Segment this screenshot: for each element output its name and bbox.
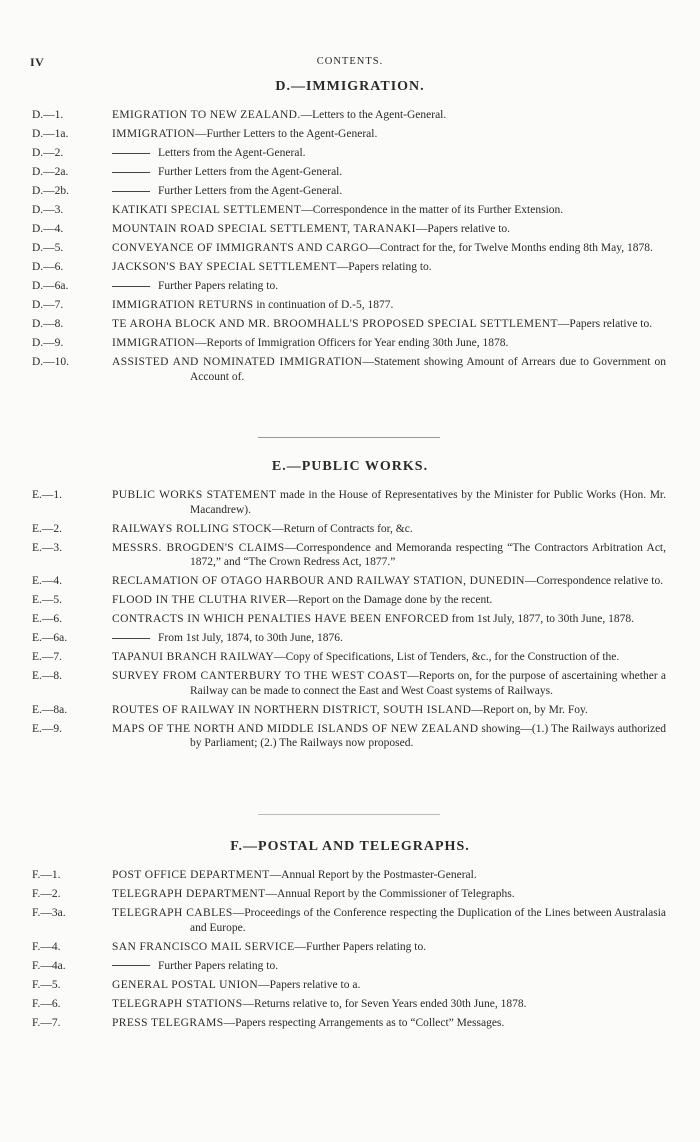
entry-code: D.—4. <box>32 223 64 235</box>
contents-entry <box>0 703 700 718</box>
contents-entry <box>0 650 700 665</box>
entry-description <box>112 279 666 294</box>
contents-entry <box>0 203 700 218</box>
entry-description <box>112 317 666 332</box>
entry-text: —Statement showing Amount of Arrears due to Government on Account of. <box>190 356 666 383</box>
contents-entry <box>0 260 700 275</box>
ditto-dash <box>112 965 150 966</box>
entry-heading: MOUNTAIN ROAD SPECIAL SETTLEMENT, TARANAKI <box>112 223 416 235</box>
entry-code: E.—8. <box>32 670 63 682</box>
contents-entry <box>0 241 700 256</box>
entry-description <box>112 146 666 161</box>
entry-text: —Annual Report by the Commissioner of Telegraphs. <box>265 888 515 900</box>
entry-description <box>112 940 666 955</box>
entry-heading: TELEGRAPH STATIONS <box>112 997 243 1010</box>
entry-code: D.—1. <box>32 109 64 121</box>
running-head: CONTENTS. <box>316 56 384 67</box>
entry-text: —Further Papers relating to. <box>294 940 427 953</box>
entry-text: —Reports of Immigration Officers for Year ending 30th June, 1878. <box>194 337 509 349</box>
entry-code: F.—1. <box>32 869 61 881</box>
entry-text: —Papers relating to. <box>336 261 432 273</box>
entry-text: —Papers respecting Arrangements as to “Collect” Messages. <box>223 1016 505 1029</box>
entry-heading: PUBLIC WORKS STATEMENT <box>112 489 277 501</box>
contents-entry <box>0 722 700 751</box>
entry-heading: PRESS TELEGRAMS <box>112 1016 224 1029</box>
contents-entry <box>0 669 700 698</box>
ditto-dash <box>112 191 150 192</box>
entry-description <box>112 241 666 256</box>
entry-description <box>112 669 666 698</box>
entry-text: —Correspondence in the matter of its Further Extension. <box>301 204 564 216</box>
entry-code: E.—3. <box>32 541 63 554</box>
contents-entry <box>0 488 700 517</box>
entry-code: E.—7. <box>32 651 63 663</box>
entry-heading: IMMIGRATION RETURNS <box>112 299 254 311</box>
entry-description <box>112 978 666 993</box>
entry-description <box>112 488 666 517</box>
entry-description <box>112 593 666 608</box>
entry-text: made in the House of Representatives by the Minister for Public Works (Hon. Mr. Macandrew). <box>190 489 666 516</box>
contents-entry <box>0 317 700 332</box>
ditto-dash <box>112 153 150 154</box>
entry-heading: CONTRACTS IN WHICH PENALTIES HAVE BEEN ENFORCED <box>112 613 449 625</box>
entry-code: D.—6a. <box>32 280 69 292</box>
entry-description <box>112 959 666 974</box>
entry-text: Further Letters from the Agent-General. <box>158 185 343 197</box>
entry-text: —Papers relative to a. <box>258 978 361 991</box>
entry-text: —Correspondence relative to. <box>524 575 664 587</box>
entry-code: D.—6. <box>32 261 64 273</box>
entry-description <box>112 887 666 902</box>
entry-text: —Proceedings of the Conference respecting the Duplication of the Lines between Australasia and Europe. <box>190 907 666 934</box>
entry-description <box>112 868 666 883</box>
ditto-dash <box>112 286 150 287</box>
contents-entry <box>0 127 700 142</box>
entry-code: D.—10. <box>32 356 70 368</box>
entry-description <box>112 336 666 351</box>
entry-code: D.—2b. <box>32 185 70 197</box>
entry-code: D.—7. <box>32 299 64 311</box>
entry-text: —Letters to the Agent-General. <box>300 109 447 121</box>
entry-code: D.—8. <box>32 318 64 330</box>
entry-list <box>0 868 700 1030</box>
entry-heading: IMMIGRATION <box>112 128 195 140</box>
entry-text: —Reports on, for the purpose of ascertaining whether a Railway can be made to connect the East and West Coast systems of Railways. <box>190 670 666 697</box>
entry-text: —Annual Report by the Postmaster-General. <box>269 869 477 881</box>
entry-text: From 1st July, 1874, to 30th June, 1876. <box>158 632 343 644</box>
entry-heading: CONVEYANCE OF IMMIGRANTS AND CARGO <box>112 242 369 254</box>
entry-description <box>112 997 666 1012</box>
entry-code: D.—2a. <box>32 166 69 178</box>
contents-entry <box>0 906 700 935</box>
entry-description <box>112 298 666 313</box>
entry-code: D.—5. <box>32 242 64 254</box>
entry-text: Further Letters from the Agent-General. <box>158 166 343 178</box>
entry-text: in continuation of D.-5, 1877. <box>253 299 394 311</box>
entry-description <box>112 108 666 123</box>
entry-text: from 1st July, 1877, to 30th June, 1878. <box>448 613 634 625</box>
entry-heading: SAN FRANCISCO MAIL SERVICE <box>112 940 295 953</box>
entry-description <box>112 906 666 935</box>
entry-description <box>112 631 666 646</box>
contents-entry <box>0 978 700 993</box>
entry-heading: GENERAL POSTAL UNION <box>112 978 259 991</box>
entry-description <box>112 1016 666 1031</box>
section-immigration <box>0 78 700 389</box>
section-title: E.—PUBLIC WORKS. <box>271 459 429 474</box>
contents-entry <box>0 522 700 537</box>
contents-entry <box>0 108 700 123</box>
entry-code: E.—1. <box>32 489 63 501</box>
contents-entry <box>0 298 700 313</box>
entry-heading: RECLAMATION OF OTAGO HARBOUR AND RAILWAY STATION, DUNEDIN <box>112 575 525 587</box>
entry-description <box>112 355 666 384</box>
entry-text: —Report on, by Mr. Foy. <box>471 703 588 716</box>
entry-heading: MESSRS. BROGDEN'S CLAIMS <box>112 541 285 554</box>
entry-code: D.—3. <box>32 204 64 216</box>
entry-text: showing—(1.) The Railways authorized by Parliament; (2.) The Railways now proposed. <box>190 722 667 749</box>
entry-description <box>112 612 666 627</box>
contents-entry <box>0 574 700 589</box>
page-number: IV <box>30 55 45 69</box>
entry-code: F.—4. <box>32 940 61 953</box>
entry-code: D.—2. <box>32 147 64 159</box>
contents-entry <box>0 887 700 902</box>
entry-text: —Papers relative to. <box>557 318 653 330</box>
entry-text: —Returns relative to, for Seven Years ended 30th June, 1878. <box>242 997 527 1010</box>
entry-code: E.—6. <box>32 613 63 625</box>
contents-entry <box>0 997 700 1012</box>
entry-list <box>0 488 700 751</box>
entry-description <box>112 703 666 718</box>
entry-text: —Further Letters to the Agent-General. <box>194 128 378 140</box>
entry-heading: FLOOD IN THE CLUTHA RIVER <box>112 594 287 606</box>
entry-heading: ROUTES OF RAILWAY IN NORTHERN DISTRICT, SOUTH ISLAND <box>112 703 472 716</box>
entry-heading: TE AROHA BLOCK AND MR. BROOMHALL'S PROPOSED SPECIAL SETTLEMENT <box>112 318 558 330</box>
entry-heading: IMMIGRATION <box>112 337 195 349</box>
entry-heading: MAPS OF THE NORTH AND MIDDLE ISLANDS OF NEW ZEALAND <box>112 722 479 735</box>
entry-code: F.—5. <box>32 978 61 991</box>
entry-code: D.—1a. <box>32 128 69 140</box>
entry-description <box>112 722 666 751</box>
contents-entry <box>0 222 700 237</box>
entry-code: F.—3a. <box>32 907 66 919</box>
entry-text: —Copy of Specifications, List of Tenders, &c., for the Construction of the. <box>274 651 620 663</box>
entry-description <box>112 222 666 237</box>
entry-description <box>112 127 666 142</box>
contents-entry <box>0 868 700 883</box>
entry-text: —Report on the Damage done by the recent. <box>286 594 493 606</box>
contents-entry <box>0 940 700 955</box>
contents-entry <box>0 146 700 161</box>
entry-description <box>112 522 666 537</box>
section-public-works <box>0 458 700 755</box>
section-divider <box>258 814 440 815</box>
contents-entry <box>0 959 700 974</box>
entry-description <box>112 541 666 570</box>
contents-entry <box>0 1016 700 1031</box>
entry-description <box>112 184 666 199</box>
entry-description <box>112 650 666 665</box>
contents-entry <box>0 541 700 570</box>
entry-text: Further Papers relating to. <box>158 959 279 972</box>
entry-heading: TELEGRAPH CABLES <box>112 907 233 919</box>
contents-entry <box>0 355 700 384</box>
entry-heading: SURVEY FROM CANTERBURY TO THE WEST COAST <box>112 670 408 682</box>
entry-code: F.—6. <box>32 997 61 1010</box>
contents-entry <box>0 165 700 180</box>
entry-text: —Return of Contracts for, &c. <box>272 522 413 535</box>
entry-description <box>112 165 666 180</box>
contents-entry <box>0 631 700 646</box>
section-title: D.—IMMIGRATION. <box>275 79 425 94</box>
entry-code: E.—4. <box>32 575 63 587</box>
section-postal-telegraphs <box>0 838 700 1035</box>
entry-description <box>112 203 666 218</box>
contents-entry <box>0 593 700 608</box>
entry-text: —Papers relative to. <box>415 223 511 235</box>
entry-description <box>112 260 666 275</box>
entry-code: F.—2. <box>32 888 61 900</box>
entry-code: E.—2. <box>32 522 63 535</box>
ditto-dash <box>112 172 150 173</box>
entry-code: F.—4a. <box>32 959 66 972</box>
entry-list <box>0 108 700 384</box>
entry-code: E.—8a. <box>32 703 68 716</box>
entry-code: D.—9. <box>32 337 64 349</box>
entry-heading: RAILWAYS ROLLING STOCK <box>112 522 273 535</box>
section-title: F.—POSTAL AND TELEGRAPHS. <box>230 839 470 854</box>
section-divider <box>258 437 440 438</box>
entry-code: E.—5. <box>32 594 63 606</box>
entry-code: F.—7. <box>32 1016 61 1029</box>
entry-heading: JACKSON'S BAY SPECIAL SETTLEMENT <box>112 261 337 273</box>
entry-heading: KATIKATI SPECIAL SETTLEMENT <box>112 204 302 216</box>
entry-text: —Correspondence and Memoranda respecting “The Contractors Arbitration Act, 1872,” and “The Crown Redress Act, 1877.” <box>190 541 667 568</box>
entry-text: Letters from the Agent-General. <box>158 147 306 159</box>
entry-heading: TAPANUI BRANCH RAILWAY <box>112 651 275 663</box>
entry-heading: ASSISTED AND NOMINATED IMMIGRATION <box>112 356 363 368</box>
entry-text: Further Papers relating to. <box>158 280 279 292</box>
contents-entry <box>0 184 700 199</box>
entry-heading: POST OFFICE DEPARTMENT <box>112 869 270 881</box>
entry-heading: EMIGRATION TO NEW ZEALAND. <box>112 109 301 121</box>
entry-heading: TELEGRAPH DEPARTMENT <box>112 888 266 900</box>
entry-code: E.—9. <box>32 722 63 735</box>
contents-entry <box>0 279 700 294</box>
entry-description <box>112 574 666 589</box>
contents-entry <box>0 336 700 351</box>
contents-entry <box>0 612 700 627</box>
entry-text: —Contract for the, for Twelve Months ending 8th May, 1878. <box>368 242 653 254</box>
ditto-dash <box>112 638 150 639</box>
entry-code: E.—6a. <box>32 632 68 644</box>
